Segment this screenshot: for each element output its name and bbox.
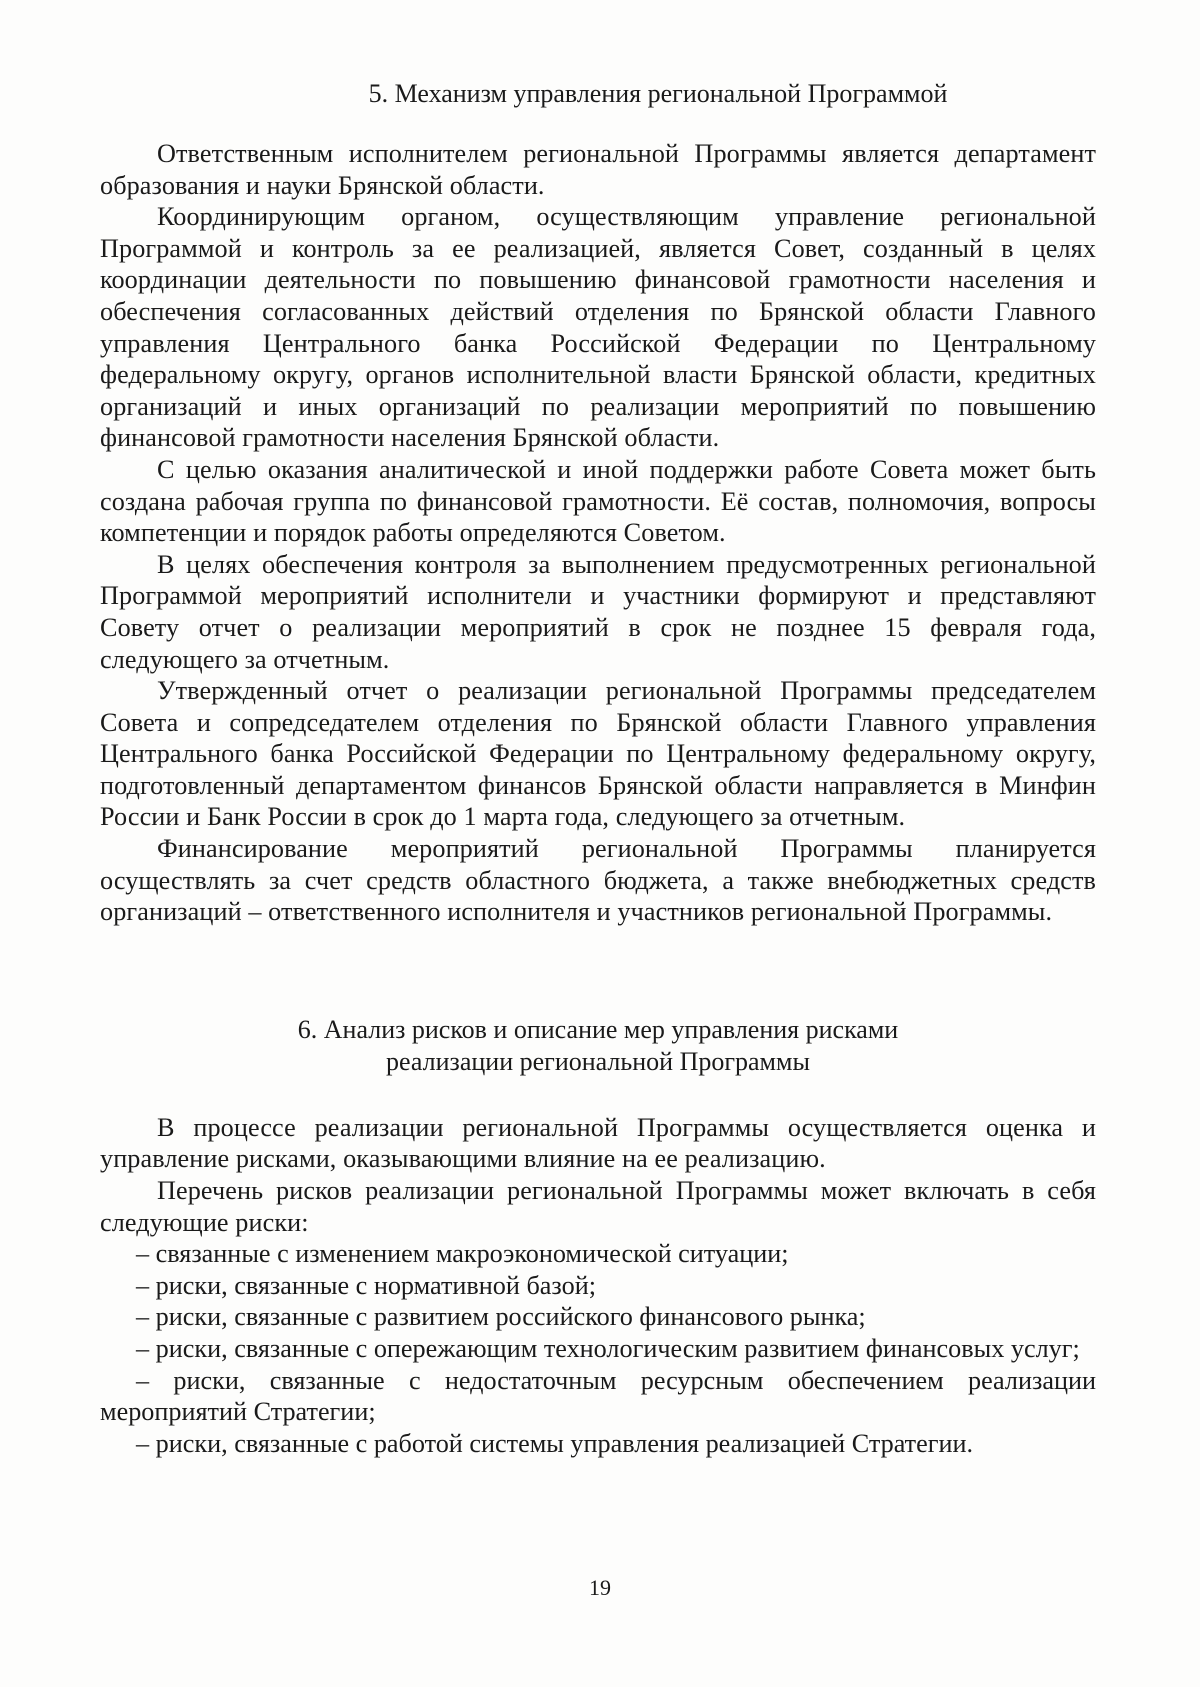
risk-list bbox=[100, 1238, 1096, 1459]
risk-list-item: – связанные с изменением макроэкономической ситуации; bbox=[136, 1239, 789, 1269]
section-6-title bbox=[100, 1014, 1096, 1078]
section-6-title-line-2: реализации региональной Программы bbox=[386, 1046, 810, 1076]
section-5-paragraph-1: Ответственным исполнителем региональной Программы является департамент образования и науки Брянской области. bbox=[100, 139, 1096, 200]
risk-list-item: – риски, связанные с опережающим технологическим развитием финансовых услуг; bbox=[136, 1334, 1080, 1363]
page-number: 19 bbox=[589, 1575, 611, 1600]
section-5-title-text: 5. Механизм управления региональной Программой bbox=[368, 79, 948, 108]
section-5-paragraph-2: Координирующим органом, осуществляющим управление региональной Программой и контроль за ее реализацией, является Совет, созданный в целях координации деятельности по повышению финансовой грамотности населения и обеспечения согласованных действий отделения по Брянской области Главного управления Центрального банка Российской Федерации по Центральному федеральному округу, органов исполнительной власти Брянской области, кредитных организаций и иных организаций по реализации мероприятий по повышению финансовой грамотности населения Брянской области. bbox=[100, 202, 1096, 453]
section-5-paragraph-6: Финансирование мероприятий региональной Программы планируется осуществлять за счет средств областного бюджета, а также внебюджетных средств организаций – ответственного исполнителя и участников региональной Программы. bbox=[100, 834, 1096, 927]
section-5-paragraph-5: Утвержденный отчет о реализации региональной Программы председателем Совета и сопредседателем отделения по Брянской области Главного управления Центрального банка Российской Федерации по Центральному федеральному округу, подготовленный департаментом финансов Брянской области направляется в Минфин России и Банк России в срок до 1 марта года, следующего за отчетным. bbox=[100, 676, 1096, 832]
risk-list-item: – риски, связанные с недостаточным ресурсным обеспечением реализации мероприятий Стратегии; bbox=[100, 1365, 1096, 1427]
risk-list-item: – риски, связанные с работой системы управления реализацией Стратегии. bbox=[136, 1428, 974, 1458]
risk-list-item: – риски, связанные с нормативной базой; bbox=[136, 1270, 596, 1300]
section-gap bbox=[100, 928, 1096, 1014]
section-5-paragraph-4: В целях обеспечения контроля за выполнением предусмотренных региональной Программой мероприятий исполнители и участники формируют и представляют Совету отчет о реализации мероприятий в срок не позднее 15 февраля года, следующего за отчетным. bbox=[100, 549, 1096, 674]
section-5-paragraph-3: С целью оказания аналитической и иной поддержки работе Совета может быть создана рабочая группа по финансовой грамотности. Её состав, полномочия, вопросы компетенции и порядок работы определяются Советом. bbox=[100, 454, 1096, 548]
section-6-paragraph-2: Перечень рисков реализации региональной Программы может включать в себя следующие риски: bbox=[100, 1176, 1096, 1237]
risk-list-item: – риски, связанные с развитием российского финансового рынка; bbox=[136, 1302, 866, 1332]
page-content bbox=[100, 78, 1096, 1459]
section-6-title-line-1: 6. Анализ рисков и описание мер управления рисками bbox=[297, 1014, 899, 1044]
section-6-paragraph-1: В процессе реализации региональной Программы осуществляется оценка и управление рисками, оказывающими влияние на ее реализацию. bbox=[100, 1112, 1096, 1174]
section-5-title bbox=[220, 78, 1096, 110]
